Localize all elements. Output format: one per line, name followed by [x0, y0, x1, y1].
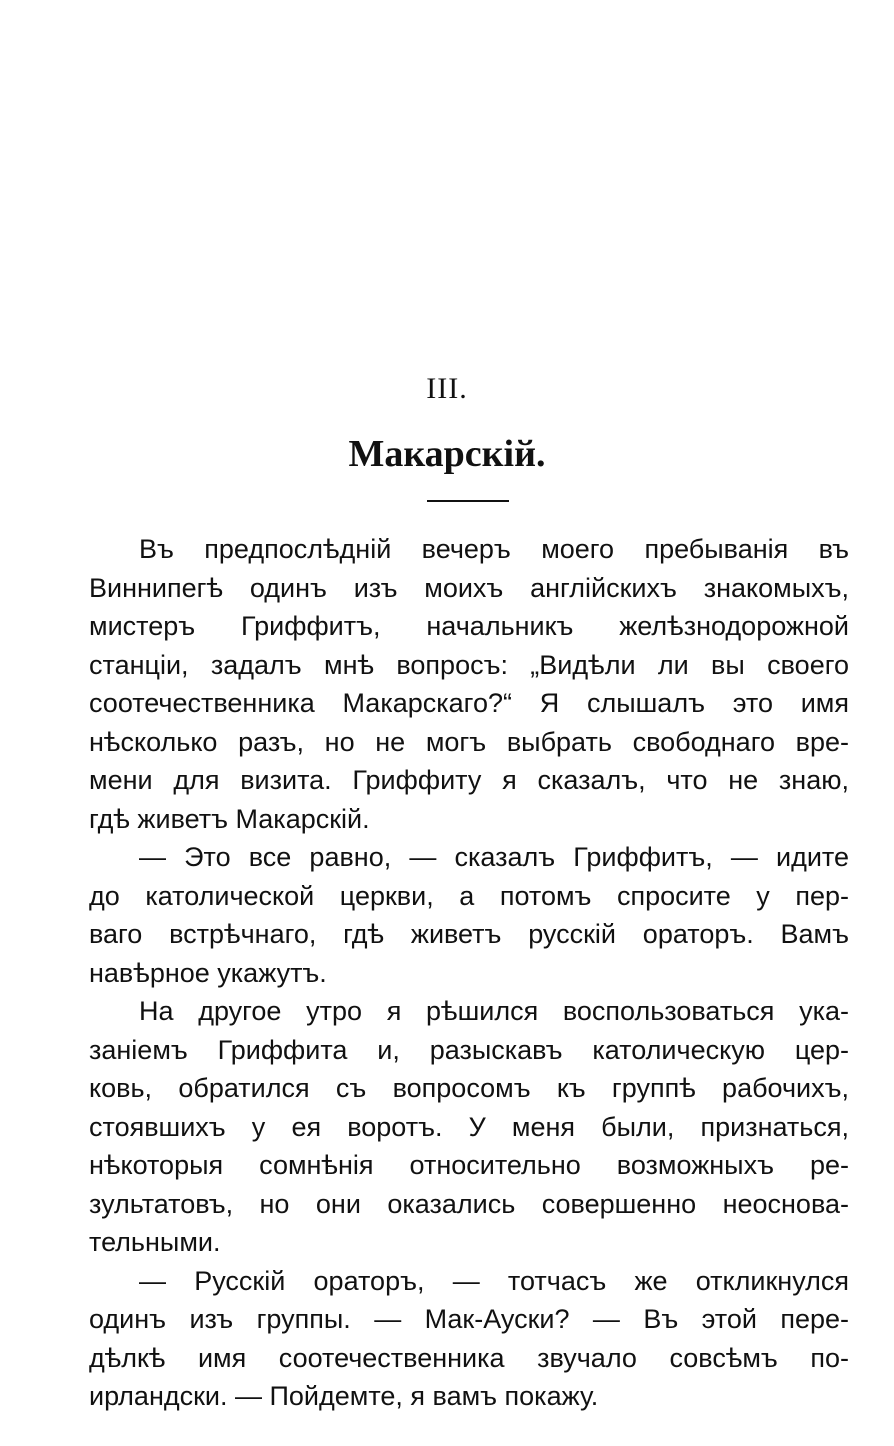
text-line: нѣкоторыя сомнѣнія относительно возможныхъ ре-	[89, 1150, 849, 1180]
text-line: Виннипегѣ одинъ изъ моихъ англійскихъ знакомыхъ,	[89, 572, 849, 603]
text-line: ирландски. — Пойдемте, я вамъ покажу.	[89, 1381, 599, 1411]
text-line: На другое утро я рѣшился воспользоваться ука-	[139, 996, 849, 1026]
chapter-title: Макарскій.	[348, 433, 546, 475]
text-line: мистеръ Гриффитъ, начальникъ желѣзнодорожной	[89, 611, 849, 641]
text-line: дѣлкѣ имя соотечественника звучало совсѣмъ по-	[89, 1342, 849, 1373]
title-divider	[427, 500, 509, 502]
text-line: соотечественника Макарскаго?“ Я слышалъ это имя	[89, 688, 849, 718]
text-line: одинъ изъ группы. — Мак-Ауски? — Въ этой пере-	[89, 1304, 849, 1334]
text-line: — Русскій ораторъ, — тотчасъ же откликнулся	[139, 1265, 849, 1296]
text-line: мени для визита. Гриффиту я сказалъ, что не знаю,	[89, 765, 849, 795]
text-line: тельными.	[89, 1227, 221, 1257]
text-line: станціи, задалъ мнѣ вопросъ: „Видѣли ли вы своего	[89, 649, 849, 680]
text-line: нѣсколько разъ, но не могъ выбрать свободнаго вре-	[89, 726, 849, 757]
text-line: заніемъ Гриффита и, разыскавъ католическую цер-	[89, 1034, 849, 1065]
text-line: зультатовъ, но они оказались совершенно неоснова-	[89, 1188, 849, 1219]
text-line: — Это все равно, — сказалъ Гриффитъ, — идите	[139, 842, 849, 872]
text-line: гдѣ живетъ Макарскій.	[89, 803, 370, 834]
text-line: до католической церкви, а потомъ спросите у пер-	[89, 880, 849, 911]
text-line: Въ предпослѣдній вечеръ моего пребыванія въ	[139, 534, 849, 564]
chapter-number: III.	[426, 372, 468, 405]
text-line: ковь, обратился съ вопросомъ къ группѣ рабочихъ,	[89, 1073, 849, 1103]
text-line: ваго встрѣчнаго, гдѣ живетъ русскій ораторъ. Вамъ	[89, 919, 849, 949]
chapter-body-text	[89, 530, 849, 1416]
text-line: навѣрное укажутъ.	[89, 957, 327, 988]
text-line: стоявшихъ у ея воротъ. У меня были, признаться,	[89, 1111, 849, 1142]
